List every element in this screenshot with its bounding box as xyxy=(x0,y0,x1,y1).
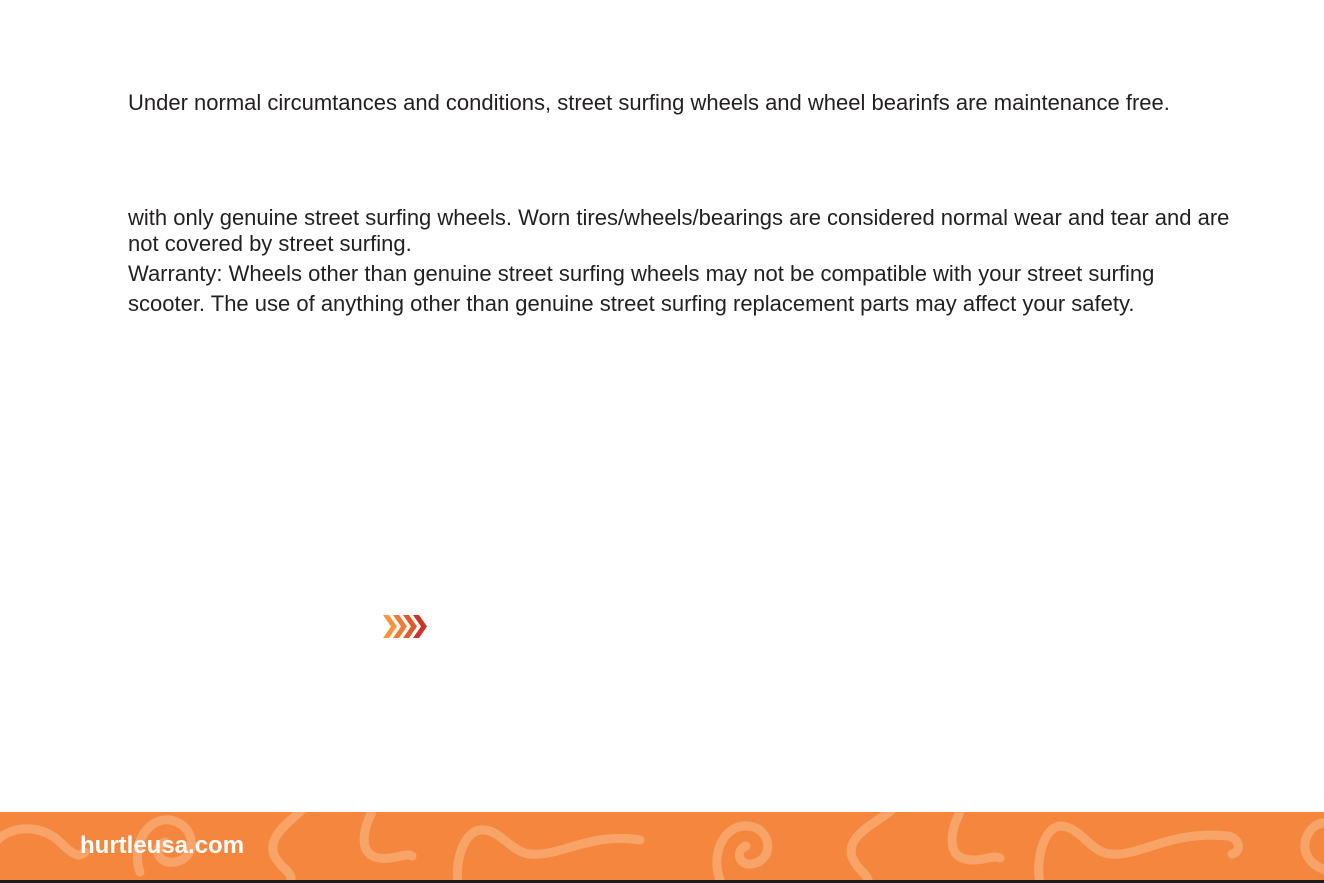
text-line: scooter. The use of anything other than genuine street surfing replacement parts may affect your safety. xyxy=(128,291,1135,316)
chevron-1 xyxy=(383,615,397,638)
text-line: Warranty: Wheels other than genuine street surfing wheels may not be compatible with your street surfing xyxy=(128,261,1155,286)
text-line: not covered by street surfing. xyxy=(128,231,412,256)
text-line: with only genuine street surfing wheels. Worn tires/wheels/bearings are considered normal wear and tear and are xyxy=(128,205,1230,230)
intro-text: Under normal circumtances and conditions, street surfing wheels and wheel bearinfs are maintenance free. xyxy=(128,90,1170,115)
footer-band xyxy=(0,812,1324,880)
footer-website-link[interactable]: hurtleusa.com xyxy=(80,832,245,859)
chevron-arrows-icon xyxy=(383,615,427,638)
